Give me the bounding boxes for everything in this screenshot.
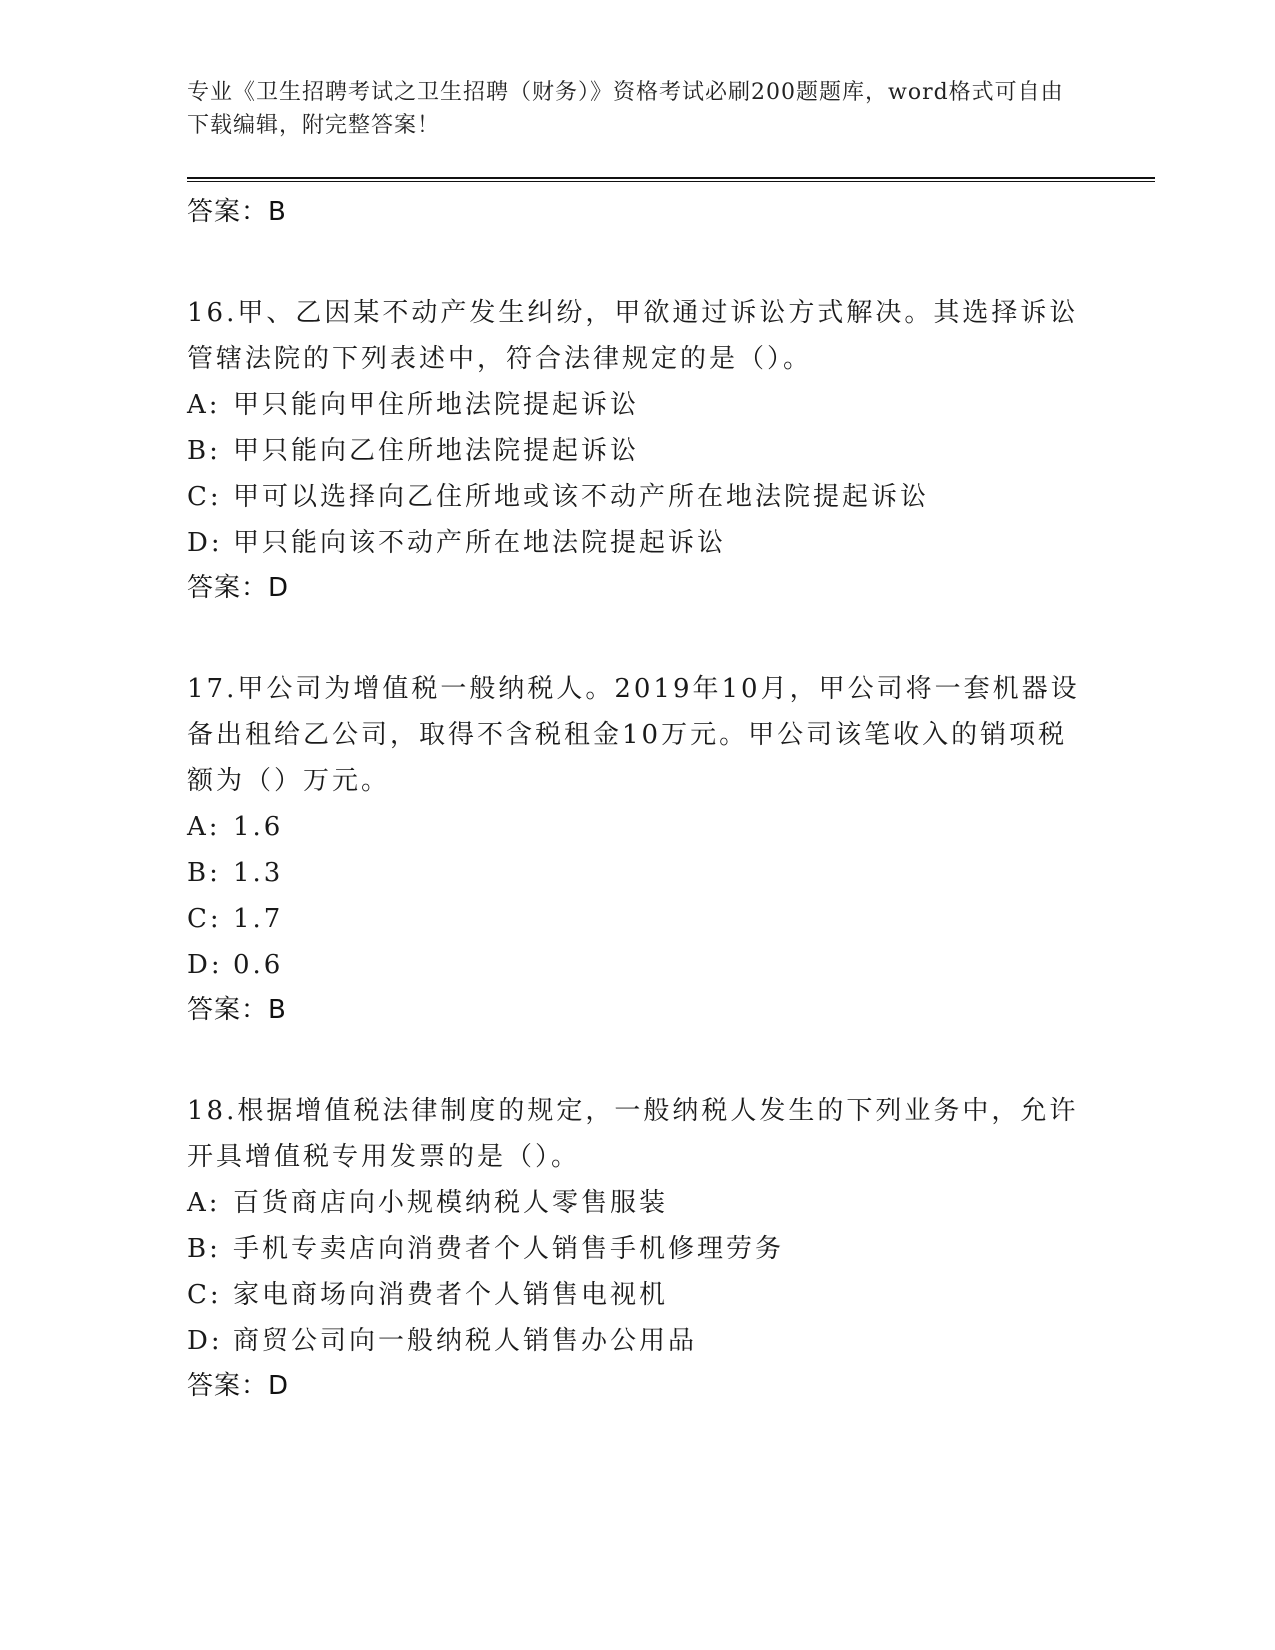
question-text: 17.甲公司为增值税一般纳税人。2019年10月，甲公司将一套机器设备出租给乙公司，取得不含税租金10万元。甲公司该笔收入的销项税额为（）万元。 [187,674,1080,796]
option-key: C: [187,482,222,512]
option-key: A: [187,1188,221,1218]
answer-18: 答案：D [187,1371,290,1401]
option-a [187,804,1087,850]
option-text: 甲只能向乙住所地法院提起诉讼 [233,436,640,466]
question-16 [187,290,1087,610]
option-text: 商贸公司向一般纳税人销售办公用品 [233,1326,698,1356]
option-key: C: [187,1280,222,1310]
previous-answer: 答案：B [187,197,287,227]
option-text: 甲只能向该不动产所在地法院提起诉讼 [233,528,727,558]
option-key: B: [187,436,221,466]
option-text: 0.6 [233,950,284,980]
document-header: 专业《卫生招聘考试之卫生招聘（财务）》资格考试必刷200题题库，word格式可自由下载编辑，附完整答案！ [187,80,1064,138]
option-text: 百货商店向小规模纳税人零售服装 [233,1188,669,1218]
question-18 [187,1088,1087,1408]
option-c [187,474,1087,520]
option-text: 1.7 [233,904,284,934]
option-key: B: [187,858,221,888]
option-key: B: [187,1234,221,1264]
option-key: D: [187,528,223,558]
option-c [187,896,1087,942]
option-text: 1.6 [233,812,284,842]
header-divider [187,177,1155,182]
option-d [187,942,1087,988]
question-text: 18.根据增值税法律制度的规定，一般纳税人发生的下列业务中，允许开具增值税专用发票的是（）。 [187,1096,1079,1172]
option-b [187,428,1087,474]
option-a [187,1180,1087,1226]
option-b [187,1226,1087,1272]
option-a [187,382,1087,428]
option-text: 1.3 [233,858,284,888]
answer-17: 答案：B [187,995,287,1025]
option-text: 甲可以选择向乙住所地或该不动产所在地法院提起诉讼 [233,482,930,512]
option-b [187,850,1087,896]
option-key: A: [187,812,221,842]
option-d [187,520,1087,566]
option-text: 家电商场向消费者个人销售电视机 [233,1280,669,1310]
option-key: D: [187,950,223,980]
question-17 [187,666,1087,1032]
answer-16: 答案：D [187,573,290,603]
option-c [187,1272,1087,1318]
option-d [187,1318,1087,1364]
option-key: A: [187,390,221,420]
option-key: D: [187,1326,223,1356]
question-text: 16.甲、乙因某不动产发生纠纷，甲欲通过诉讼方式解决。其选择诉讼管辖法院的下列表述中，符合法律规定的是（）。 [187,298,1079,374]
option-key: C: [187,904,222,934]
option-text: 手机专卖店向消费者个人销售手机修理劳务 [233,1234,785,1264]
question-list [187,190,1087,1408]
option-text: 甲只能向甲住所地法院提起诉讼 [233,390,640,420]
